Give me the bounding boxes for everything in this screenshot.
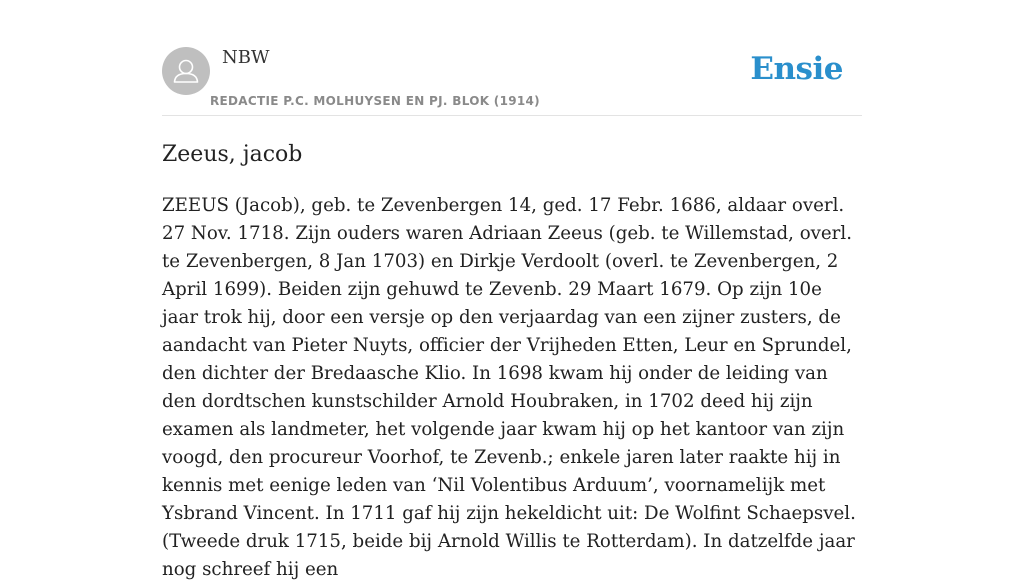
article-title: Zeeus, jacob: [162, 142, 303, 167]
user-silhouette-icon[interactable]: [162, 47, 210, 95]
article-body: ZEEUS (Jacob), geb. te Zevenbergen 14, ged. 17 Febr. 1686, aldaar overl. 27 Nov. 1718. Zijn ouders waren Adriaan Zeeus (geb. te Willemstad, overl. te Zevenbergen, 8 Jan 1703) en Dirkje Verdoolt (overl. te Zevenbergen, 2 April 1699). Beiden zijn gehuwd te Zevenb. 29 Maart 1679. Op zijn 10e jaar trok hij, door een versje op den verjaardag van een zijner zusters, de aandacht van Pieter Nuyts, officier der Vrijheden Etten, Leur en Sprundel, den dichter der Bredaasche Klio. In 1698 kwam hij onder de leiding van den dordtschen kunstschilder Arnold Houbraken, in 1702 deed hij zijn examen als landmeter, het volgende jaar kwam hij op het kantoor van zijn voogd, den procureur Voorhof, te Zevenb.; enkele jaren later raakte hij in kennis met eenige leden van ‘Nil Volentibus Arduum’, voornamelijk met Ysbrand Vincent. In 1711 gaf hij zijn hekeldicht uit: De Wolfint Schaepsvel. (Tweede druk 1715, beide bij Arnold Willis te Rotterdam). In datzelfde jaar nog schreef hij een: [162, 195, 856, 580]
author-subtitle: REDACTIE P.C. MOLHUYSEN EN PJ. BLOK (1914): [210, 94, 540, 108]
ensie-logo[interactable]: Ensie: [750, 51, 843, 87]
article-header: [162, 0, 862, 116]
avatar-graphic: [162, 47, 210, 95]
author-name[interactable]: NBW: [222, 47, 270, 68]
article-container: [162, 0, 862, 580]
